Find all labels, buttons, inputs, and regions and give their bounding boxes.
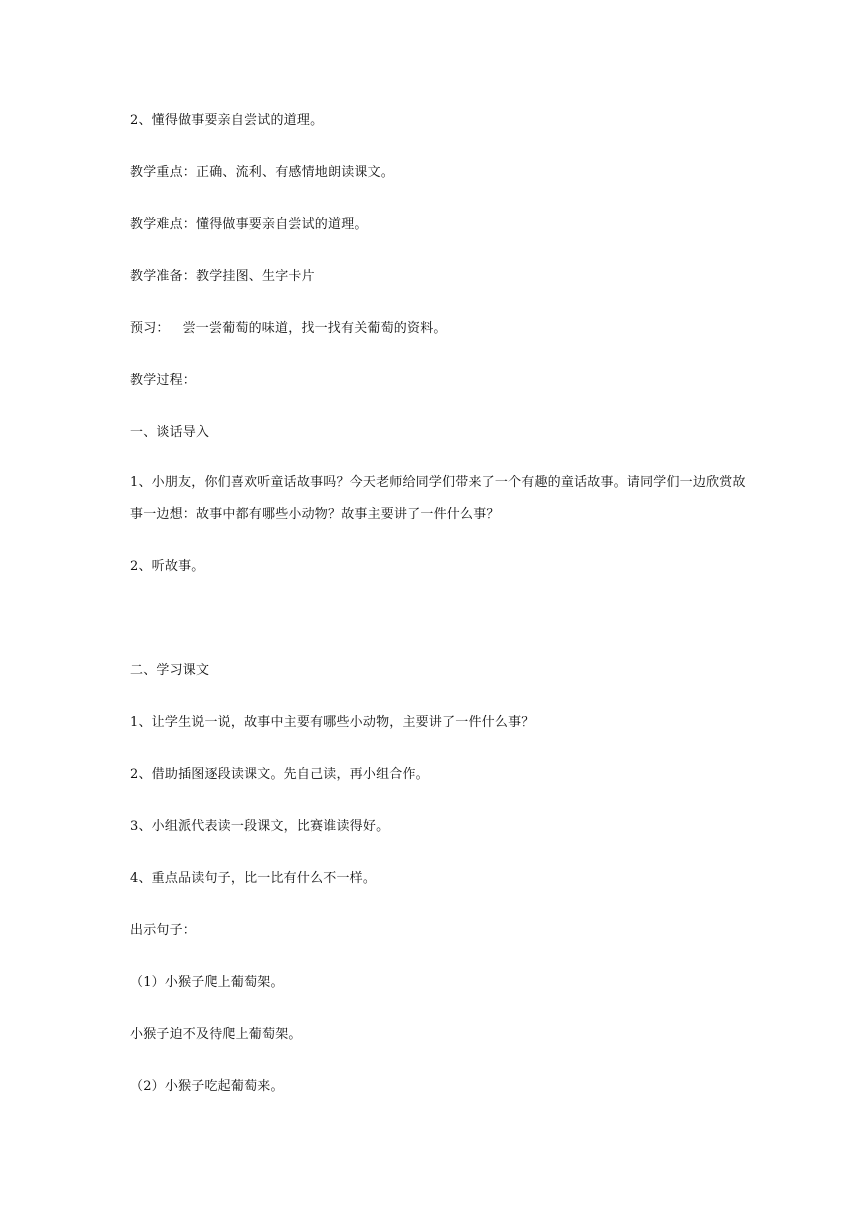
sentence-2a: （2）小猴子吃起葡萄来。 [130,1079,284,1094]
preview: 预习： 尝一尝葡萄的味道，找一找有关葡萄的资料。 [130,321,447,336]
teaching-focus: 教学重点：正确、流利、有感情地朗读课文。 [130,165,395,180]
step-2-1: 1、让学生说一说，故事中主要有哪些小动物，主要讲了一件什么事？ [130,715,535,730]
show-sentences-label: 出示句子： [130,923,197,938]
step-2-3: 3、小组派代表读一段课文，比赛谁读得好。 [130,819,390,834]
teaching-preparation: 教学准备：教学挂图、生字卡片 [130,269,315,284]
section-2-heading: 二、学习课文 [130,663,210,678]
step-2-2: 2、借助插图逐段读课文。先自己读，再小组合作。 [130,767,429,782]
sentence-1b: 小猴子迫不及待爬上葡萄架。 [130,1027,302,1042]
objective-2: 2、懂得做事要亲自尝试的道理。 [130,113,324,128]
step-1-2: 2、听故事。 [130,559,205,574]
teaching-process-heading: 教学过程： [130,373,197,388]
section-1-heading: 一、谈话导入 [130,425,210,440]
step-1-1: 1、小朋友，你们喜欢听童话故事吗？今天老师给同学们带来了一个有趣的童话故事。请同学们一边欣赏故事一边想：故事中都有哪些小动物？故事主要讲了一件什么事？ [130,475,746,522]
step-2-4: 4、重点品读句子，比一比有什么不一样。 [130,871,377,886]
sentence-1a: （1）小猴子爬上葡萄架。 [130,975,284,990]
teaching-difficulty: 教学难点：懂得做事要亲自尝试的道理。 [130,217,368,232]
